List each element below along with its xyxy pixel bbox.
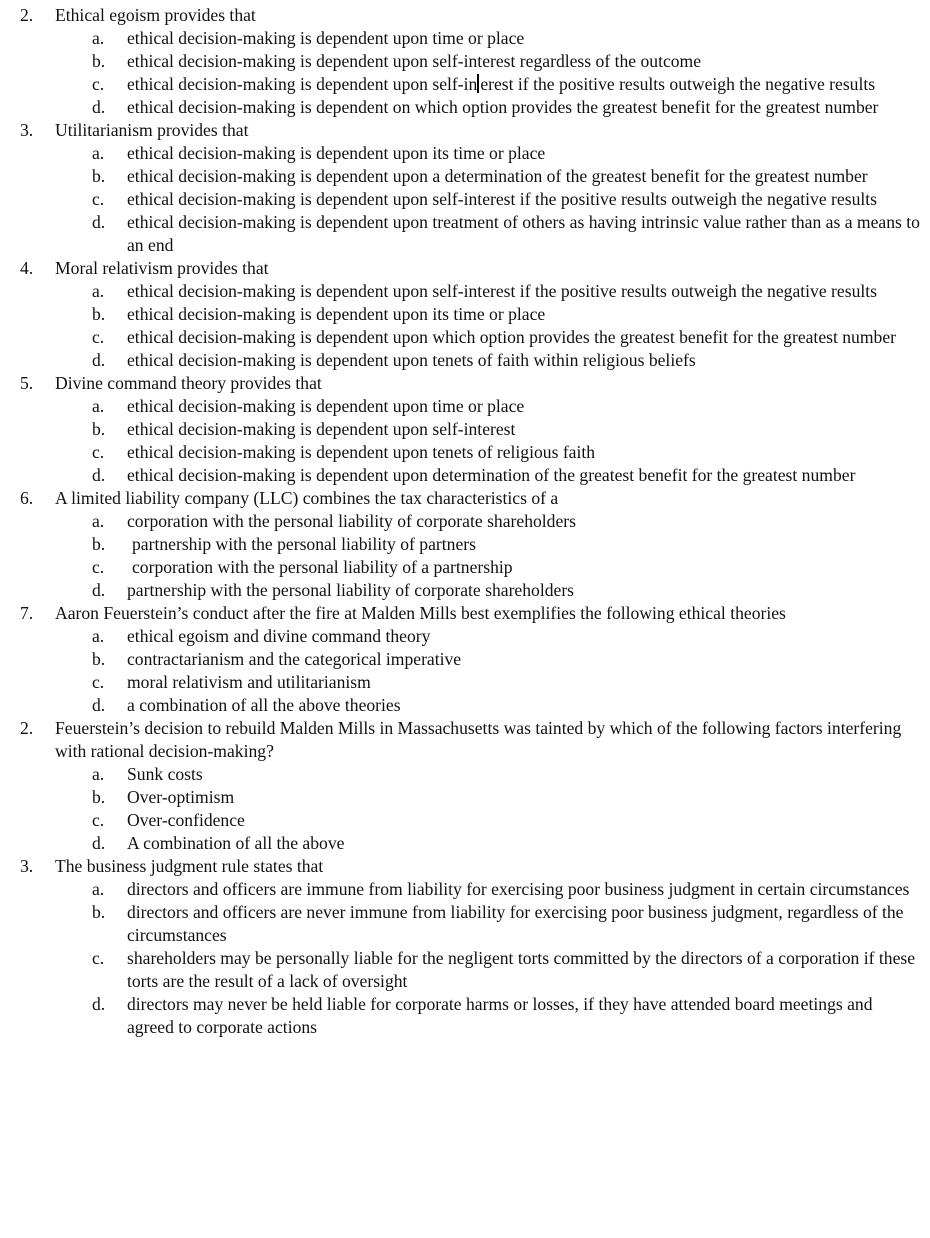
answer-option [0, 464, 922, 487]
option-text: ethical decision-making is dependent on which option provides the greatest benefit for the greatest number [127, 97, 879, 117]
option-letter: a. [92, 626, 105, 646]
option-text: ethical decision-making is dependent upon time or place [127, 396, 525, 416]
option-text: ethical decision-making is dependent upon tenets of faith within religious beliefs [127, 350, 696, 370]
answer-option [0, 809, 922, 832]
question [0, 4, 922, 27]
option-letter: c. [92, 74, 105, 94]
question [0, 717, 922, 763]
option-text: ethical decision-making is dependent upon tenets of religious faith [127, 442, 596, 462]
option-letter: b. [92, 51, 106, 71]
answer-option [0, 96, 922, 119]
option-text: ethical decision-making is dependent upon determination of the greatest benefit for the greatest number [127, 465, 856, 485]
question-text: Moral relativism provides that [55, 258, 269, 278]
option-text: ethical decision-making is dependent upon self-interest regardless of the outcome [127, 51, 702, 71]
option-letter: d. [92, 994, 106, 1014]
option-text [127, 73, 922, 96]
question-text: Aaron Feuerstein’s conduct after the fire at Malden Mills best exemplifies the following ethical theories [55, 603, 786, 623]
option-letter: c. [92, 442, 105, 462]
option-letter: b. [92, 534, 106, 554]
answer-option [0, 671, 922, 694]
option-letter: d. [92, 695, 106, 715]
answer-option [0, 901, 922, 947]
option-letter: c. [92, 327, 105, 347]
answer-option [0, 533, 922, 556]
option-text: directors and officers are immune from liability for exercising poor business judgment in certain circumstances [127, 879, 910, 899]
question [0, 372, 922, 395]
option-letter: c. [92, 557, 105, 577]
option-text: corporation with the personal liability of corporate shareholders [127, 511, 576, 531]
question-number: 3. [20, 856, 34, 876]
answer-option [0, 441, 922, 464]
answer-option [0, 763, 922, 786]
option-letter: a. [92, 764, 105, 784]
option-text: ethical egoism and divine command theory [127, 626, 431, 646]
option-letter: d. [92, 580, 106, 600]
answer-option [0, 694, 922, 717]
answer-option [0, 579, 922, 602]
option-letter: b. [92, 166, 106, 186]
answer-option [0, 625, 922, 648]
answer-option [0, 142, 922, 165]
question [0, 487, 922, 510]
question-number: 2. [20, 5, 34, 25]
option-letter: d. [92, 212, 106, 232]
answer-option [0, 648, 922, 671]
answer-option [0, 878, 922, 901]
option-text: ethical decision-making is dependent upon time or place [127, 28, 525, 48]
option-letter: d. [92, 833, 106, 853]
option-letter: a. [92, 396, 105, 416]
option-text: ethical decision-making is dependent upon self-interest if the positive results outweigh the negative results [127, 189, 877, 209]
option-text-before-caret: ethical decision-making is dependent upon self-in [127, 74, 478, 94]
question-number: 4. [20, 258, 34, 278]
question [0, 602, 922, 625]
answer-option [0, 993, 922, 1039]
option-letter: b. [92, 902, 106, 922]
answer-option [0, 395, 922, 418]
option-text: directors may never be held liable for corporate harms or losses, if they have attended board meetings and agreed to corporate actions [127, 994, 873, 1037]
option-letter: a. [92, 511, 105, 531]
option-letter: c. [92, 948, 105, 968]
option-text: contractarianism and the categorical imperative [127, 649, 462, 669]
question-number: 3. [20, 120, 34, 140]
option-text: directors and officers are never immune from liability for exercising poor business judgment, regardless of the circumstances [127, 902, 904, 945]
option-letter: b. [92, 649, 106, 669]
text-cursor-caret [477, 74, 479, 93]
question [0, 855, 922, 878]
option-text: a combination of all the above theories [127, 695, 401, 715]
question-text: The business judgment rule states that [55, 856, 324, 876]
option-text: Over-optimism [127, 787, 235, 807]
option-letter: b. [92, 304, 106, 324]
question [0, 257, 922, 280]
answer-option [0, 280, 922, 303]
option-letter: a. [92, 879, 105, 899]
option-text: ethical decision-making is dependent upon which option provides the greatest benefit for the greatest number [127, 327, 897, 347]
answer-option [0, 832, 922, 855]
answer-option [0, 27, 922, 50]
question-number: 7. [20, 603, 34, 623]
question-text: A limited liability company (LLC) combines the tax characteristics of a [55, 488, 559, 508]
option-text: partnership with the personal liability of corporate shareholders [127, 580, 575, 600]
option-text: corporation with the personal liability of a partnership [132, 557, 513, 577]
option-letter: d. [92, 350, 106, 370]
option-letter: b. [92, 787, 106, 807]
answer-option [0, 73, 922, 96]
answer-option [0, 303, 922, 326]
option-text: moral relativism and utilitarianism [127, 672, 371, 692]
question-number: 6. [20, 488, 34, 508]
option-text: ethical decision-making is dependent upon its time or place [127, 143, 546, 163]
answer-option [0, 947, 922, 993]
option-letter: a. [92, 143, 105, 163]
option-letter: c. [92, 189, 105, 209]
answer-option [0, 418, 922, 441]
question-text: Ethical egoism provides that [55, 5, 256, 25]
answer-option [0, 556, 922, 579]
option-text: ethical decision-making is dependent upon self-interest [127, 419, 516, 439]
question-text: Divine command theory provides that [55, 373, 322, 393]
option-letter: b. [92, 419, 106, 439]
answer-option [0, 349, 922, 372]
question-number: 2. [20, 718, 34, 738]
option-letter: c. [92, 810, 105, 830]
answer-option [0, 188, 922, 211]
answer-option [0, 50, 922, 73]
answer-option [0, 510, 922, 533]
option-letter: c. [92, 672, 105, 692]
option-text: Sunk costs [127, 764, 203, 784]
answer-option [0, 165, 922, 188]
question-text: Feuerstein’s decision to rebuild Malden Mills in Massachusetts was tainted by which of the following factors interfering with rational decision-making? [55, 718, 902, 761]
answer-option [0, 211, 922, 257]
option-letter: d. [92, 465, 106, 485]
option-text: A combination of all the above [127, 833, 345, 853]
question-number: 5. [20, 373, 34, 393]
option-text: ethical decision-making is dependent upon a determination of the greatest benefit for the greatest number [127, 166, 868, 186]
option-letter: a. [92, 281, 105, 301]
option-text: Over-confidence [127, 810, 245, 830]
option-text-after-caret: erest if the positive results outweigh the negative results [480, 74, 876, 94]
option-text: partnership with the personal liability of partners [132, 534, 476, 554]
option-letter: d. [92, 97, 106, 117]
answer-option [0, 786, 922, 809]
option-text: shareholders may be personally liable for the negligent torts committed by the directors of a corporation if these torts are the result of a lack of oversight [127, 948, 916, 991]
option-letter: a. [92, 28, 105, 48]
question-text: Utilitarianism provides that [55, 120, 249, 140]
option-text: ethical decision-making is dependent upon treatment of others as having intrinsic value rather than as a means to an end [127, 212, 920, 255]
answer-option [0, 326, 922, 349]
option-text: ethical decision-making is dependent upon self-interest if the positive results outweigh the negative results [127, 281, 877, 301]
question [0, 119, 922, 142]
option-text: ethical decision-making is dependent upon its time or place [127, 304, 546, 324]
